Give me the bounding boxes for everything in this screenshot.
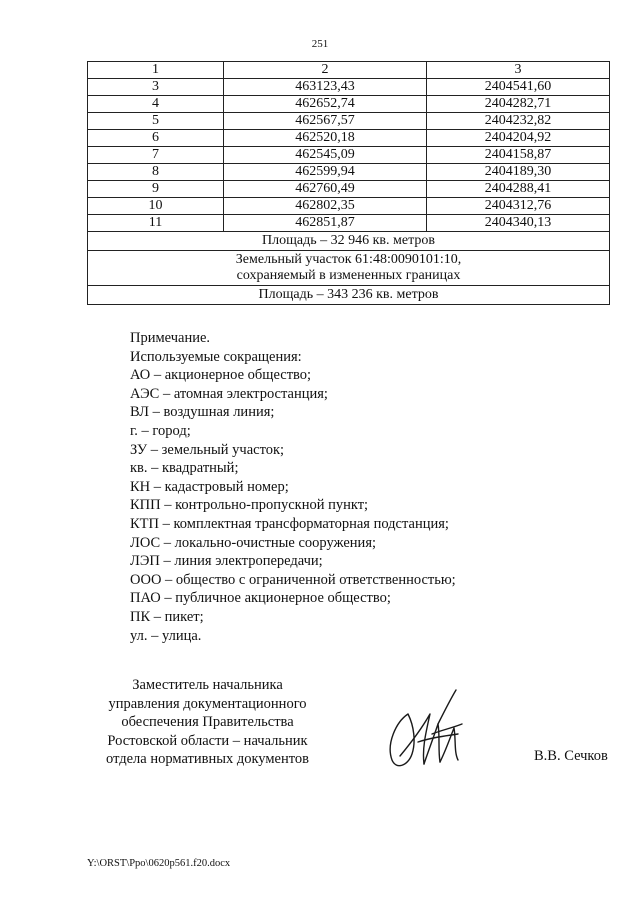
point-number: 7 (88, 147, 224, 164)
coord-x: 462802,35 (224, 198, 427, 215)
table-row (88, 215, 610, 232)
table-row (88, 130, 610, 147)
table-row (88, 96, 610, 113)
header-cell: 1 (88, 62, 224, 79)
point-number: 4 (88, 96, 224, 113)
file-path: Y:\ORST\Ppo\0620p561.f20.docx (87, 858, 231, 869)
parcel-line: Земельный участок 61:48:0090101:10, (235, 252, 462, 267)
abbreviation-item: КН – кадастровый номер; (130, 478, 289, 495)
area-cell: Площадь – 343 236 кв. метров (88, 286, 610, 305)
header-cell: 2 (224, 62, 427, 79)
coord-y: 2404312,76 (427, 198, 610, 215)
abbreviation-item: ПАО – публичное акционерное общество; (130, 590, 391, 607)
parcel-cell (88, 251, 610, 286)
point-number: 6 (88, 130, 224, 147)
abbreviation-item: ул. – улица. (130, 627, 202, 644)
point-number: 8 (88, 164, 224, 181)
notes-subtitle: Используемые сокращения: (130, 348, 302, 365)
coord-y: 2404340,13 (427, 215, 610, 232)
position-line: Ростовской области – начальник (107, 732, 308, 749)
point-number: 3 (88, 79, 224, 96)
notes-section (130, 329, 610, 645)
point-number: 9 (88, 181, 224, 198)
position-line: обеспечения Правительства (121, 714, 294, 730)
area-row (88, 286, 610, 305)
coord-x: 462567,57 (224, 113, 427, 130)
area-cell: Площадь – 32 946 кв. метров (88, 232, 610, 251)
abbreviation-item: ПК – пикет; (130, 608, 204, 625)
coordinates-table (87, 61, 610, 305)
coord-y: 2404282,71 (427, 96, 610, 113)
table-row (88, 113, 610, 130)
abbreviation-item: кв. – квадратный; (130, 460, 239, 477)
abbreviation-item: АЭС – атомная электростанция; (130, 385, 328, 402)
abbreviation-item: г. – город; (130, 422, 191, 439)
table-row (88, 198, 610, 215)
signer-name: В.В. Сечков (534, 748, 608, 764)
abbreviation-item: ЛЭП – линия электропередачи; (130, 553, 323, 570)
coord-x: 462760,49 (224, 181, 427, 198)
point-number: 5 (88, 113, 224, 130)
position-line: отдела нормативных документов (106, 751, 309, 767)
coord-x: 462520,18 (224, 130, 427, 147)
point-number: 11 (88, 215, 224, 232)
signatory-position (85, 676, 330, 769)
coord-y: 2404158,87 (427, 147, 610, 164)
table-row (88, 147, 610, 164)
coord-y: 2404189,30 (427, 164, 610, 181)
header-cell: 3 (427, 62, 610, 79)
handwritten-signature (378, 684, 478, 776)
table-header-row (88, 62, 610, 79)
coord-x: 462599,94 (224, 164, 427, 181)
abbreviation-item: АО – акционерное общество; (130, 367, 312, 384)
abbreviation-item: ЗУ – земельный участок; (130, 441, 285, 458)
coord-y: 2404288,41 (427, 181, 610, 198)
table-row (88, 164, 610, 181)
coord-y: 2404232,82 (427, 113, 610, 130)
abbreviation-item: КПП – контрольно-пропускной пункт; (130, 497, 369, 514)
abbreviation-item: ВЛ – воздушная линия; (130, 404, 275, 421)
coord-y: 2404204,92 (427, 130, 610, 147)
area-row (88, 232, 610, 251)
table-row (88, 181, 610, 198)
parcel-line: сохраняемый в измененных границах (236, 268, 461, 283)
abbreviation-item: ООО – общество с ограниченной ответственностью; (130, 571, 456, 588)
page-number: 251 (311, 38, 329, 50)
coord-x: 463123,43 (224, 79, 427, 96)
notes-title: Примечание. (130, 330, 211, 346)
table-row (88, 79, 610, 96)
abbreviation-item: КТП – комплектная трансформаторная подстанция; (130, 515, 449, 532)
position-line: управления документационного (108, 695, 307, 712)
coord-x: 462652,74 (224, 96, 427, 113)
coord-x: 462545,09 (224, 147, 427, 164)
abbreviation-item: ЛОС – локально-очистные сооружения; (130, 534, 377, 551)
parcel-row (88, 251, 610, 286)
point-number: 10 (88, 198, 224, 215)
coord-x: 462851,87 (224, 215, 427, 232)
coord-y: 2404541,60 (427, 79, 610, 96)
position-line: Заместитель начальника (132, 677, 283, 693)
